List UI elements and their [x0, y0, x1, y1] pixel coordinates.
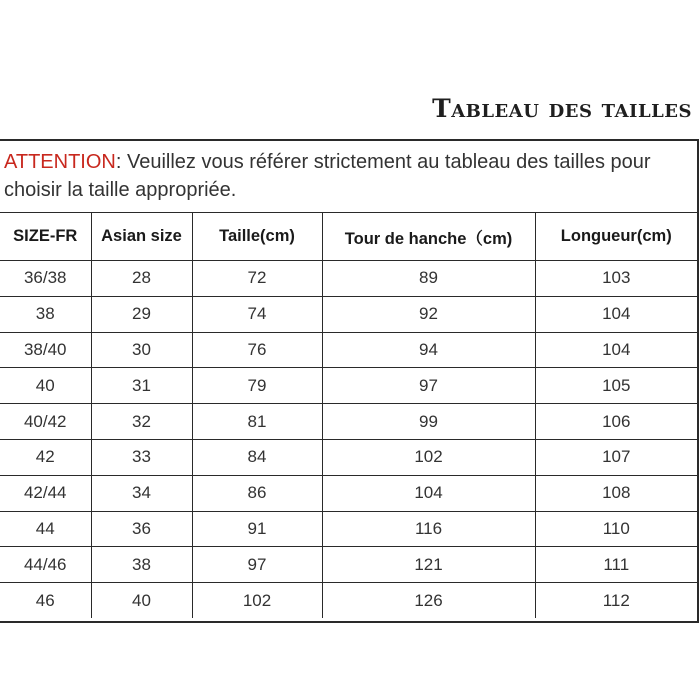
cell-asian-size: 34 — [91, 475, 192, 511]
cell-size-fr: 42 — [0, 439, 91, 475]
header-tour-de-hanche: Tour de hanche（cm) — [322, 213, 535, 261]
header-asian-size: Asian size — [91, 213, 192, 261]
cell-longueur: 104 — [535, 296, 697, 332]
cell-asian-size: 31 — [91, 368, 192, 404]
table-row — [0, 332, 697, 368]
table-row — [0, 547, 697, 583]
cell-asian-size: 30 — [91, 332, 192, 368]
cell-size-fr: 36/38 — [0, 261, 91, 297]
table-row — [0, 583, 697, 618]
attention-notice — [0, 141, 697, 213]
cell-asian-size: 36 — [91, 511, 192, 547]
cell-size-fr: 40 — [0, 368, 91, 404]
cell-taille: 97 — [192, 547, 322, 583]
cell-tour-de-hanche: 94 — [322, 332, 535, 368]
cell-taille: 81 — [192, 404, 322, 440]
cell-asian-size: 32 — [91, 404, 192, 440]
table-row — [0, 511, 697, 547]
attention-label: ATTENTION — [4, 151, 116, 173]
cell-longueur: 105 — [535, 368, 697, 404]
cell-asian-size: 40 — [91, 583, 192, 618]
size-chart — [0, 139, 699, 623]
cell-size-fr: 44/46 — [0, 547, 91, 583]
cell-tour-de-hanche: 121 — [322, 547, 535, 583]
cell-size-fr: 42/44 — [0, 475, 91, 511]
table-row — [0, 261, 697, 297]
cell-taille: 84 — [192, 439, 322, 475]
cell-longueur: 108 — [535, 475, 697, 511]
cell-longueur: 106 — [535, 404, 697, 440]
cell-asian-size: 33 — [91, 439, 192, 475]
size-table — [0, 213, 697, 618]
cell-tour-de-hanche: 104 — [322, 475, 535, 511]
cell-tour-de-hanche: 102 — [322, 439, 535, 475]
cell-tour-de-hanche: 97 — [322, 368, 535, 404]
cell-asian-size: 28 — [91, 261, 192, 297]
table-row — [0, 404, 697, 440]
cell-tour-de-hanche: 126 — [322, 583, 535, 618]
cell-size-fr: 44 — [0, 511, 91, 547]
cell-longueur: 112 — [535, 583, 697, 618]
header-longueur: Longueur(cm) — [535, 213, 697, 261]
header-size-fr: SIZE-FR — [0, 213, 91, 261]
cell-longueur: 103 — [535, 261, 697, 297]
page-title: Tableau des tailles — [432, 94, 692, 123]
table-row — [0, 439, 697, 475]
table-row — [0, 475, 697, 511]
cell-taille: 74 — [192, 296, 322, 332]
cell-longueur: 110 — [535, 511, 697, 547]
cell-taille: 86 — [192, 475, 322, 511]
cell-taille: 79 — [192, 368, 322, 404]
cell-size-fr: 40/42 — [0, 404, 91, 440]
cell-tour-de-hanche: 92 — [322, 296, 535, 332]
cell-tour-de-hanche: 89 — [322, 261, 535, 297]
cell-taille: 91 — [192, 511, 322, 547]
cell-tour-de-hanche: 116 — [322, 511, 535, 547]
table-row — [0, 368, 697, 404]
cell-taille: 102 — [192, 583, 322, 618]
header-taille: Taille(cm) — [192, 213, 322, 261]
cell-size-fr: 46 — [0, 583, 91, 618]
cell-taille: 76 — [192, 332, 322, 368]
cell-size-fr: 38/40 — [0, 332, 91, 368]
cell-asian-size: 38 — [91, 547, 192, 583]
table-row — [0, 296, 697, 332]
cell-asian-size: 29 — [91, 296, 192, 332]
cell-longueur: 104 — [535, 332, 697, 368]
cell-size-fr: 38 — [0, 296, 91, 332]
cell-longueur: 111 — [535, 547, 697, 583]
cell-longueur: 107 — [535, 439, 697, 475]
attention-text: : Veuillez vous référer strictement au tableau des tailles pour choisir la taille appropriée. — [4, 151, 651, 201]
cell-taille: 72 — [192, 261, 322, 297]
cell-tour-de-hanche: 99 — [322, 404, 535, 440]
table-header-row — [0, 213, 697, 261]
